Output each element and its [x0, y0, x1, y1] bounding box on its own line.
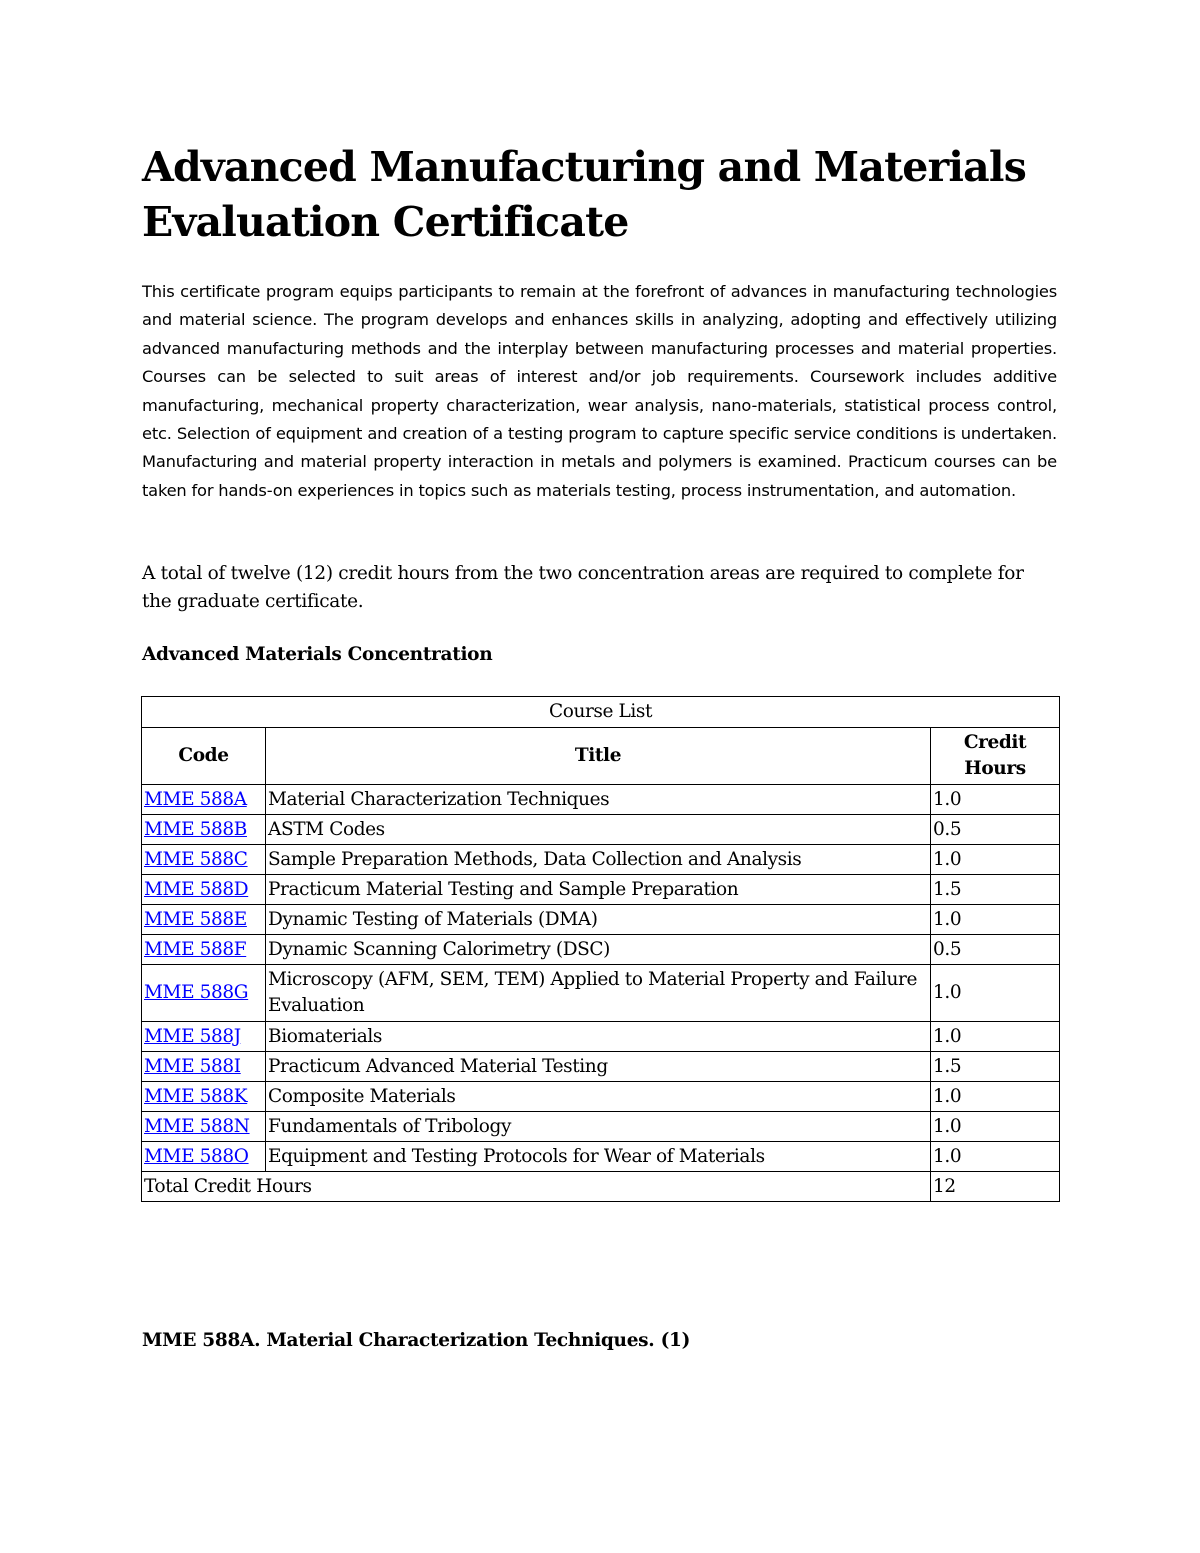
table-row — [142, 935, 1060, 965]
credit-requirement-paragraph: A total of twelve (12) credit hours from the two concentration areas are required to complete for the graduate certificate. — [142, 563, 1024, 612]
course-code-cell — [142, 1142, 266, 1172]
table-row — [142, 905, 1060, 935]
credit-hours-cell: 0.5 — [931, 815, 1060, 845]
course-title-cell: Equipment and Testing Protocols for Wear of Materials — [266, 1142, 931, 1172]
table-caption: Course List — [142, 697, 1060, 728]
course-description-heading: MME 588A. Material Characterization Techniques. (1) — [142, 1330, 691, 1351]
course-link-mme-588f[interactable]: MME 588F — [144, 938, 247, 960]
credit-hours-cell: 0.5 — [931, 935, 1060, 965]
credit-hours-cell: 1.0 — [931, 965, 1060, 1022]
credit-hours-cell: 1.0 — [931, 905, 1060, 935]
course-code-cell — [142, 785, 266, 815]
table-row — [142, 1022, 1060, 1052]
concentration-heading: Advanced Materials Concentration — [142, 644, 493, 665]
credit-hours-cell: 1.0 — [931, 1142, 1060, 1172]
table-row — [142, 815, 1060, 845]
course-code-cell — [142, 935, 266, 965]
course-title-cell: Microscopy (AFM, SEM, TEM) Applied to Material Property and Failure Evaluation — [266, 965, 931, 1022]
total-credit-hours-label: Total Credit Hours — [142, 1172, 931, 1202]
course-code-cell — [142, 1052, 266, 1082]
course-link-mme-588c[interactable]: MME 588C — [144, 848, 248, 870]
intro-paragraph: This certificate program equips participants to remain at the forefront of advances in manufacturing technologies and material science. The program develops and enhances skills in analyzing, adopting and effectively utilizing advanced manufacturing methods and the interplay between manufacturing processes and material properties. Courses can be selected to suit areas of interest and/or job requirements. Coursework includes additive manufacturing, mechanical property characterization, wear analysis, nano-materials, statistical process control, etc. Selection of equipment and creation of a testing program to capture specific service conditions is undertaken. Manufacturing and material property interaction in metals and polymers is examined. Practicum courses can be taken for hands-on experiences in topics such as materials testing, process instrumentation, and automation. — [142, 282, 1057, 500]
table-row — [142, 1052, 1060, 1082]
table-row — [142, 1082, 1060, 1112]
course-link-mme-588b[interactable]: MME 588B — [144, 818, 247, 840]
course-title-cell: ASTM Codes — [266, 815, 931, 845]
course-link-mme-588k[interactable]: MME 588K — [144, 1085, 248, 1107]
course-link-mme-588j[interactable]: MME 588J — [144, 1025, 241, 1047]
credit-hours-cell: 1.0 — [931, 785, 1060, 815]
credit-hours-cell: 1.0 — [931, 845, 1060, 875]
course-code-cell — [142, 965, 266, 1022]
header-title: Title — [266, 728, 931, 785]
table-row — [142, 875, 1060, 905]
table-row — [142, 1142, 1060, 1172]
course-title-cell: Biomaterials — [266, 1022, 931, 1052]
course-code-cell — [142, 875, 266, 905]
course-link-mme-588a[interactable]: MME 588A — [144, 788, 247, 810]
course-title-cell: Dynamic Testing of Materials (DMA) — [266, 905, 931, 935]
page-title: Advanced Manufacturing and Materials Evaluation Certificate — [142, 143, 1026, 246]
total-row — [142, 1172, 1060, 1202]
total-credit-hours-value: 12 — [931, 1172, 1060, 1202]
course-link-mme-588d[interactable]: MME 588D — [144, 878, 249, 900]
credit-hours-cell: 1.5 — [931, 875, 1060, 905]
course-list-table — [141, 696, 1060, 1202]
credit-hours-cell: 1.0 — [931, 1082, 1060, 1112]
course-code-cell — [142, 1022, 266, 1052]
course-title-cell: Composite Materials — [266, 1082, 931, 1112]
course-title-cell: Sample Preparation Methods, Data Collection and Analysis — [266, 845, 931, 875]
credit-hours-cell: 1.0 — [931, 1022, 1060, 1052]
header-code: Code — [142, 728, 266, 785]
course-code-cell — [142, 905, 266, 935]
table-row — [142, 1112, 1060, 1142]
course-title-cell: Practicum Advanced Material Testing — [266, 1052, 931, 1082]
course-link-mme-588o[interactable]: MME 588O — [144, 1145, 249, 1167]
table-caption-row — [142, 697, 1060, 728]
table-header-row — [142, 728, 1060, 785]
course-link-mme-588i[interactable]: MME 588I — [144, 1055, 241, 1077]
course-title-cell: Material Characterization Techniques — [266, 785, 931, 815]
course-code-cell — [142, 845, 266, 875]
course-title-cell: Practicum Material Testing and Sample Preparation — [266, 875, 931, 905]
credit-hours-cell: 1.0 — [931, 1112, 1060, 1142]
course-link-mme-588e[interactable]: MME 588E — [144, 908, 247, 930]
course-code-cell — [142, 1112, 266, 1142]
header-credit-hours: Credit Hours — [931, 728, 1060, 785]
course-link-mme-588g[interactable]: MME 588G — [144, 982, 249, 1003]
course-title-cell: Dynamic Scanning Calorimetry (DSC) — [266, 935, 931, 965]
credit-hours-cell: 1.5 — [931, 1052, 1060, 1082]
table-row — [142, 965, 1060, 1022]
course-code-cell — [142, 815, 266, 845]
course-link-mme-588n[interactable]: MME 588N — [144, 1115, 250, 1137]
course-title-cell: Fundamentals of Tribology — [266, 1112, 931, 1142]
table-row — [142, 845, 1060, 875]
course-code-cell — [142, 1082, 266, 1112]
table-row — [142, 785, 1060, 815]
